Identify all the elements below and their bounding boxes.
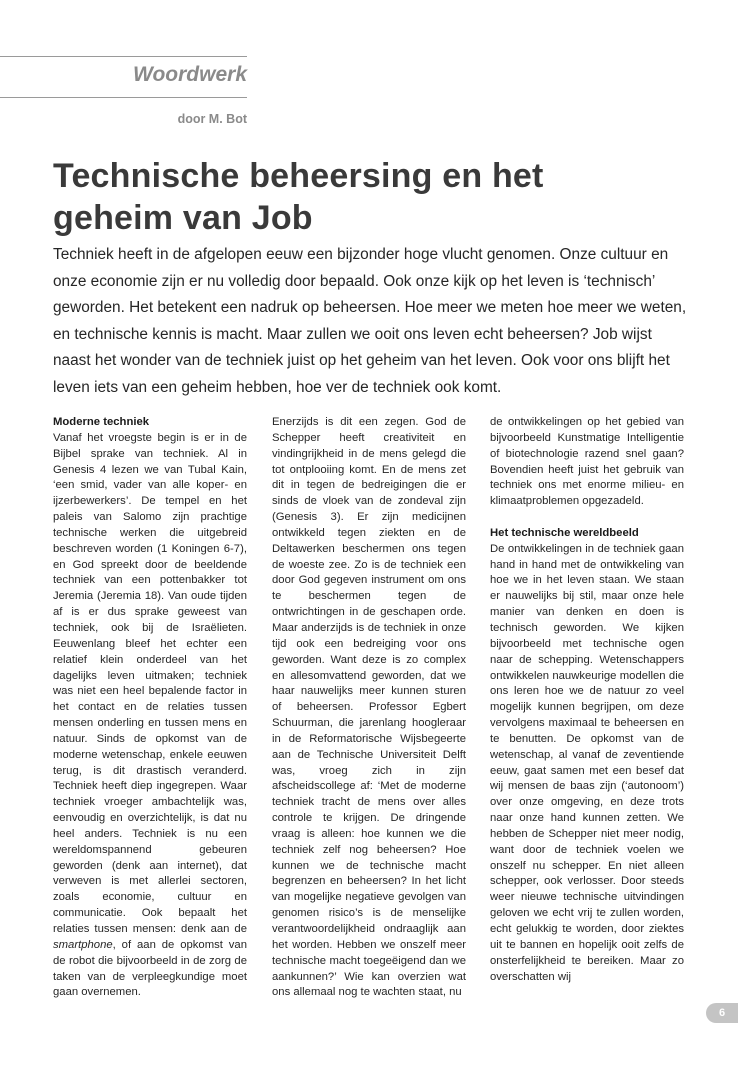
- column-3-body-b: De ontwikkelingen in de techniek gaan hand in hand met de ontwikkeling van hoe we in het leven staan. We staan er nauwelijks bij stil, maar onze hele manier van denken en doen is technisch geworden. We kijken bijvoorbeeld met technische ogen naar de schepping. Wetenschappers ontwikkelen nauwkeurige modellen die ons leren hoe we de natuur zo veel mogelijk kunnen begrijpen, om deze vervolgens maximaal te beheersen en te benutten. De opkomst van de wetenschap, al vanaf de zeventiende eeuw, gaat samen met een besef dat wij mensen de baas zijn (‘autonoom’) over onze omgeving, en deze trots naar onze hand kunnen zetten. We hebben de Schepper niet meer nodig, want door de techniek voelen we onszelf nu schepper. En niet alleen schepper, ook verlosser. Door steeds weer nieuwe technische uitvindingen geloven we echt vrij te zullen worden, echt gelukkig te worden, door ziektes uit te bannen en hopelijk ooit zelfs de onsterfelijkheid te bereiken. Maar zo overschatten wij: [490, 542, 684, 983]
- header-rule-top: [0, 56, 247, 57]
- column-1: [53, 415, 247, 1001]
- lead-paragraph: Techniek heeft in de afgelopen eeuw een bijzonder hoge vlucht genomen. Onze cultuur en onze economie zijn er nu volledig door bepaald. Ook onze kijk op het leven is ‘technisch’ geworden. Het betekent een nadruk op beheersen. Hoe meer we meten hoe meer we weten, en technische kennis is macht. Maar zullen we ooit ons leven echt beheersen? Job wijst naast het wonder van de techniek juist op het geheim van het leven. Ook voor ons blijft het leven iets van een geheim hebben, hoe ver de techniek ook komt.: [53, 246, 687, 396]
- heading-moderne-techniek: Moderne techniek: [53, 416, 150, 428]
- column-1-text-a: Vanaf het vroegste begin is er in de Bijbel sprake van techniek. Al in Genesis 4 lezen we van Tubal Kain, ‘een smid, vader van alle koper- en ijzerbewerkers’. De tempel en het paleis van Salomo zijn prachtige technische werken die uitgebreid beschreven worden (1 Koningen 6-7), en God spreekt door de beeldende techniek van een pottenbakker tot Jeremia (Jeremia 18). Van oude tijden af is er dus sprake geweest van techniek, ook bij de Israëlieten. Eeuwenlang bleef het echter een relatief klein onderdeel van het dagelijks leven uitmaken; techniek was niet een heel bepalende factor in het contact en de relaties tussen mensen onderling en tussen mens en natuur. Sinds de opkomst van de moderne wetenschap, enkele eeuwen terug, is dit drastisch veranderd. Techniek heeft diep ingegrepen. Waar techniek vroeger ambachtelijk was, eenvoudig en overzichtelijk, is dat nu heel anders. Techniek is nu een wereldomspannend gebeuren geworden (denk aan internet), dat verweven is met allerlei sectoren, zoals economie, cultuur en communicatie. Ook bepaalt het relaties tussen mensen: denk aan de: [53, 431, 247, 935]
- paragraph-gap: [490, 510, 684, 526]
- article-title: [53, 155, 693, 239]
- page-number-badge: 6: [706, 1003, 738, 1023]
- column-1-text-b: , of aan de opkomst van de robot die bijvoorbeeld in de zorg de taken van de verpleegkundige moet gaan overnemen.: [53, 938, 247, 999]
- heading-technische-wereldbeeld: Het technische wereldbeeld: [490, 526, 639, 539]
- article-title-line-1: Technische beheersing en het: [53, 157, 544, 195]
- section-title: Woordwerk: [133, 63, 247, 86]
- column-1-emphasis: smartphone: [53, 938, 113, 951]
- column-3: [490, 415, 684, 985]
- byline: door M. Bot: [177, 112, 247, 126]
- article-title-line-2: geheim van Job: [53, 199, 313, 237]
- header-rule-bottom: [0, 97, 247, 98]
- column-2-body: Enerzijds is dit een zegen. God de Schepper heeft creativiteit en vindingrijkheid in de mens gelegd die tot ontplooiing komt. En de mens zet dit in tegen de bedreigingen die er sinds de vloek van de zondeval zijn (Genesis 3). Er zijn medicijnen ontwikkeld tegen ziekten en de Deltawerken beschermen ons tegen de woeste zee. Zo is de techniek een door God gegeven instrument om ons te beschermen tegen de ontwrichtingen in de geschapen orde. Maar anderzijds is de techniek in onze tijd ook een bedreiging voor ons geworden. Want deze is zo complex en allesomvattend geworden, dat we haar nauwelijks meer kunnen sturen of beheersen. Professor Egbert Schuurman, die jarenlang hoogleraar in de Reformatorische Wijsbegeerte aan de Technische Universiteit Delft was, vroeg zich in zijn afscheidscollege af: ‘Met de moderne techniek tracht de mens over alles controle te krijgen. De dringende vraag is alleen: hoe kunnen we die techniek zelf nog beheersen? Hoe kunnen we de technische macht begrenzen en beheersen? In het licht van mogelijke negatieve gevolgen van genomen risico’s is de menselijke verantwoordelijkheid ondraaglijk aan het worden. Hebben we onszelf meer technische macht toegeëigend dan we aankunnen?’ Wie kan overzien wat ons allemaal nog te wachten staat, nu: [272, 416, 466, 999]
- column-2: [272, 415, 466, 1001]
- column-1-body: [53, 431, 247, 1001]
- column-3-body-a: de ontwikkelingen op het gebied van bijvoorbeeld Kunstmatige Intelligentie of biotechnologie razend snel gaan? Bovendien heeft juist het gebruik van techniek ons met enorme milieu- en klimaatproblemen opgezadeld.: [490, 416, 684, 508]
